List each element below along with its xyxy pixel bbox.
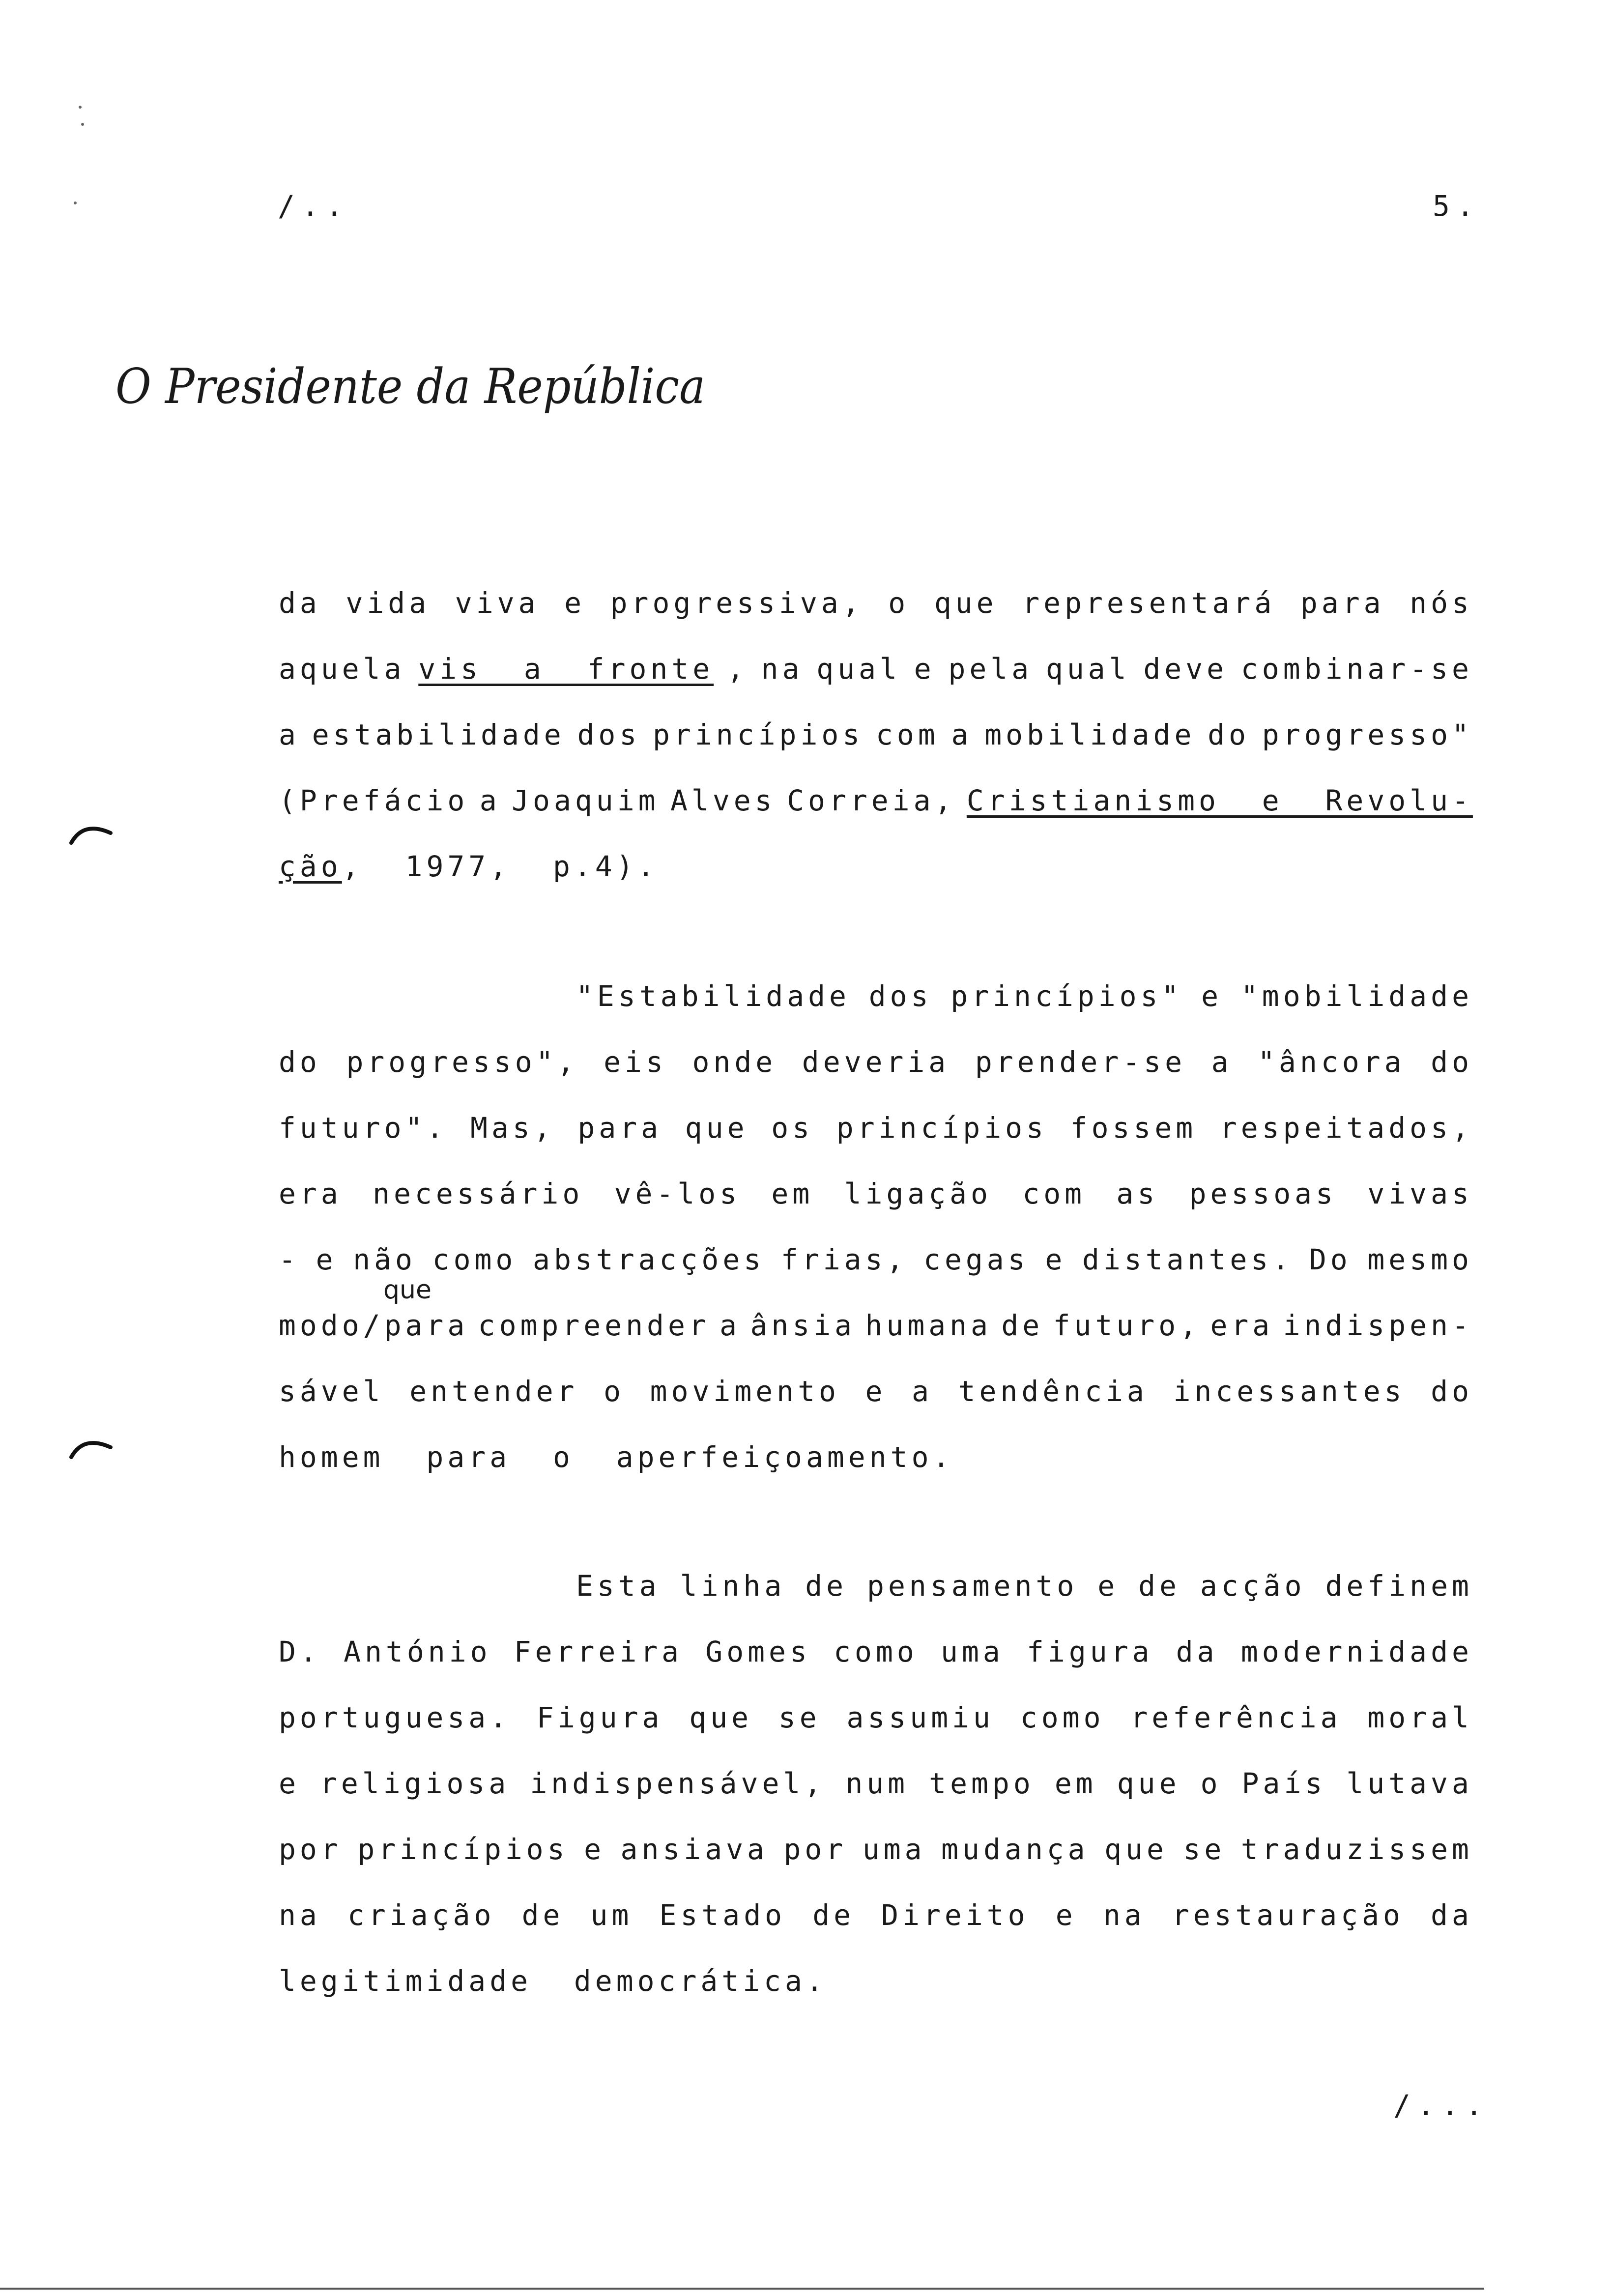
text-line: (Prefácio a Joaquim Alves Correia, Cristianismo e Revolu- [279, 784, 1473, 817]
text-line: e religiosa indispensável, num tempo em que o País lutava [279, 1767, 1473, 1800]
paragraph-1 [279, 570, 1473, 899]
handwritten-insertion: que [383, 1275, 432, 1305]
paragraph-3 [279, 1553, 1473, 2014]
text-line: "Estabilidade dos princípios" e "mobilidade [576, 979, 1473, 1013]
scan-speck [81, 123, 84, 126]
scan-speck [79, 106, 82, 109]
continuation-marker-bottom: /... [1393, 2089, 1490, 2122]
text-line: modo/para compreender a ânsia humana de futuro, era indispen- [279, 1309, 1473, 1342]
text-line: legitimidade democrática. [279, 1964, 827, 1998]
margin-mark [69, 1433, 113, 1462]
scan-edge-line [0, 2288, 1484, 2290]
text-line: D. António Ferreira Gomes como uma figura da modernidade [279, 1635, 1473, 1668]
text-line: aquela vis a fronte , na qual e pela qual deve combinar-se [279, 652, 1473, 686]
text-line: - e não como abstracções frias, cegas e distantes. Do mesmo [279, 1243, 1473, 1276]
text-line: na criação de um Estado de Direito e na restauração da [279, 1898, 1473, 1932]
text-line: do progresso", eis onde deveria prender-se a "âncora do [279, 1045, 1473, 1079]
text-line: por princípios e ansiava por uma mudança que se traduzissem [279, 1833, 1473, 1866]
paragraph-2 [279, 963, 1473, 1490]
text-line: sável entender o movimento e a tendência incessantes do [279, 1375, 1473, 1408]
text-line: portuguesa. Figura que se assumiu como referência moral [279, 1701, 1473, 1734]
text-line: ção , 1977, p.4). [279, 850, 659, 883]
text-line: homem para o aperfeiçoamento. [279, 1440, 954, 1474]
letterhead-logo [111, 344, 725, 442]
margin-mark [69, 818, 113, 848]
text-line: futuro". Mas, para que os princípios fossem respeitados, [279, 1111, 1473, 1145]
page-number: 5. [1433, 189, 1481, 223]
continuation-marker-top: /.. [278, 189, 350, 223]
text-line: era necessário vê-los em ligação com as pessoas vivas [279, 1177, 1473, 1210]
text-line: da vida viva e progressiva, o que representará para nós [279, 586, 1473, 620]
scan-speck [74, 201, 77, 204]
svg-text:O Presidente da República: O Presidente da República [115, 359, 705, 415]
text-line: a estabilidade dos princípios com a mobilidade do progresso" [279, 718, 1473, 751]
text-line: Esta linha de pensamento e de acção definem [576, 1569, 1473, 1603]
